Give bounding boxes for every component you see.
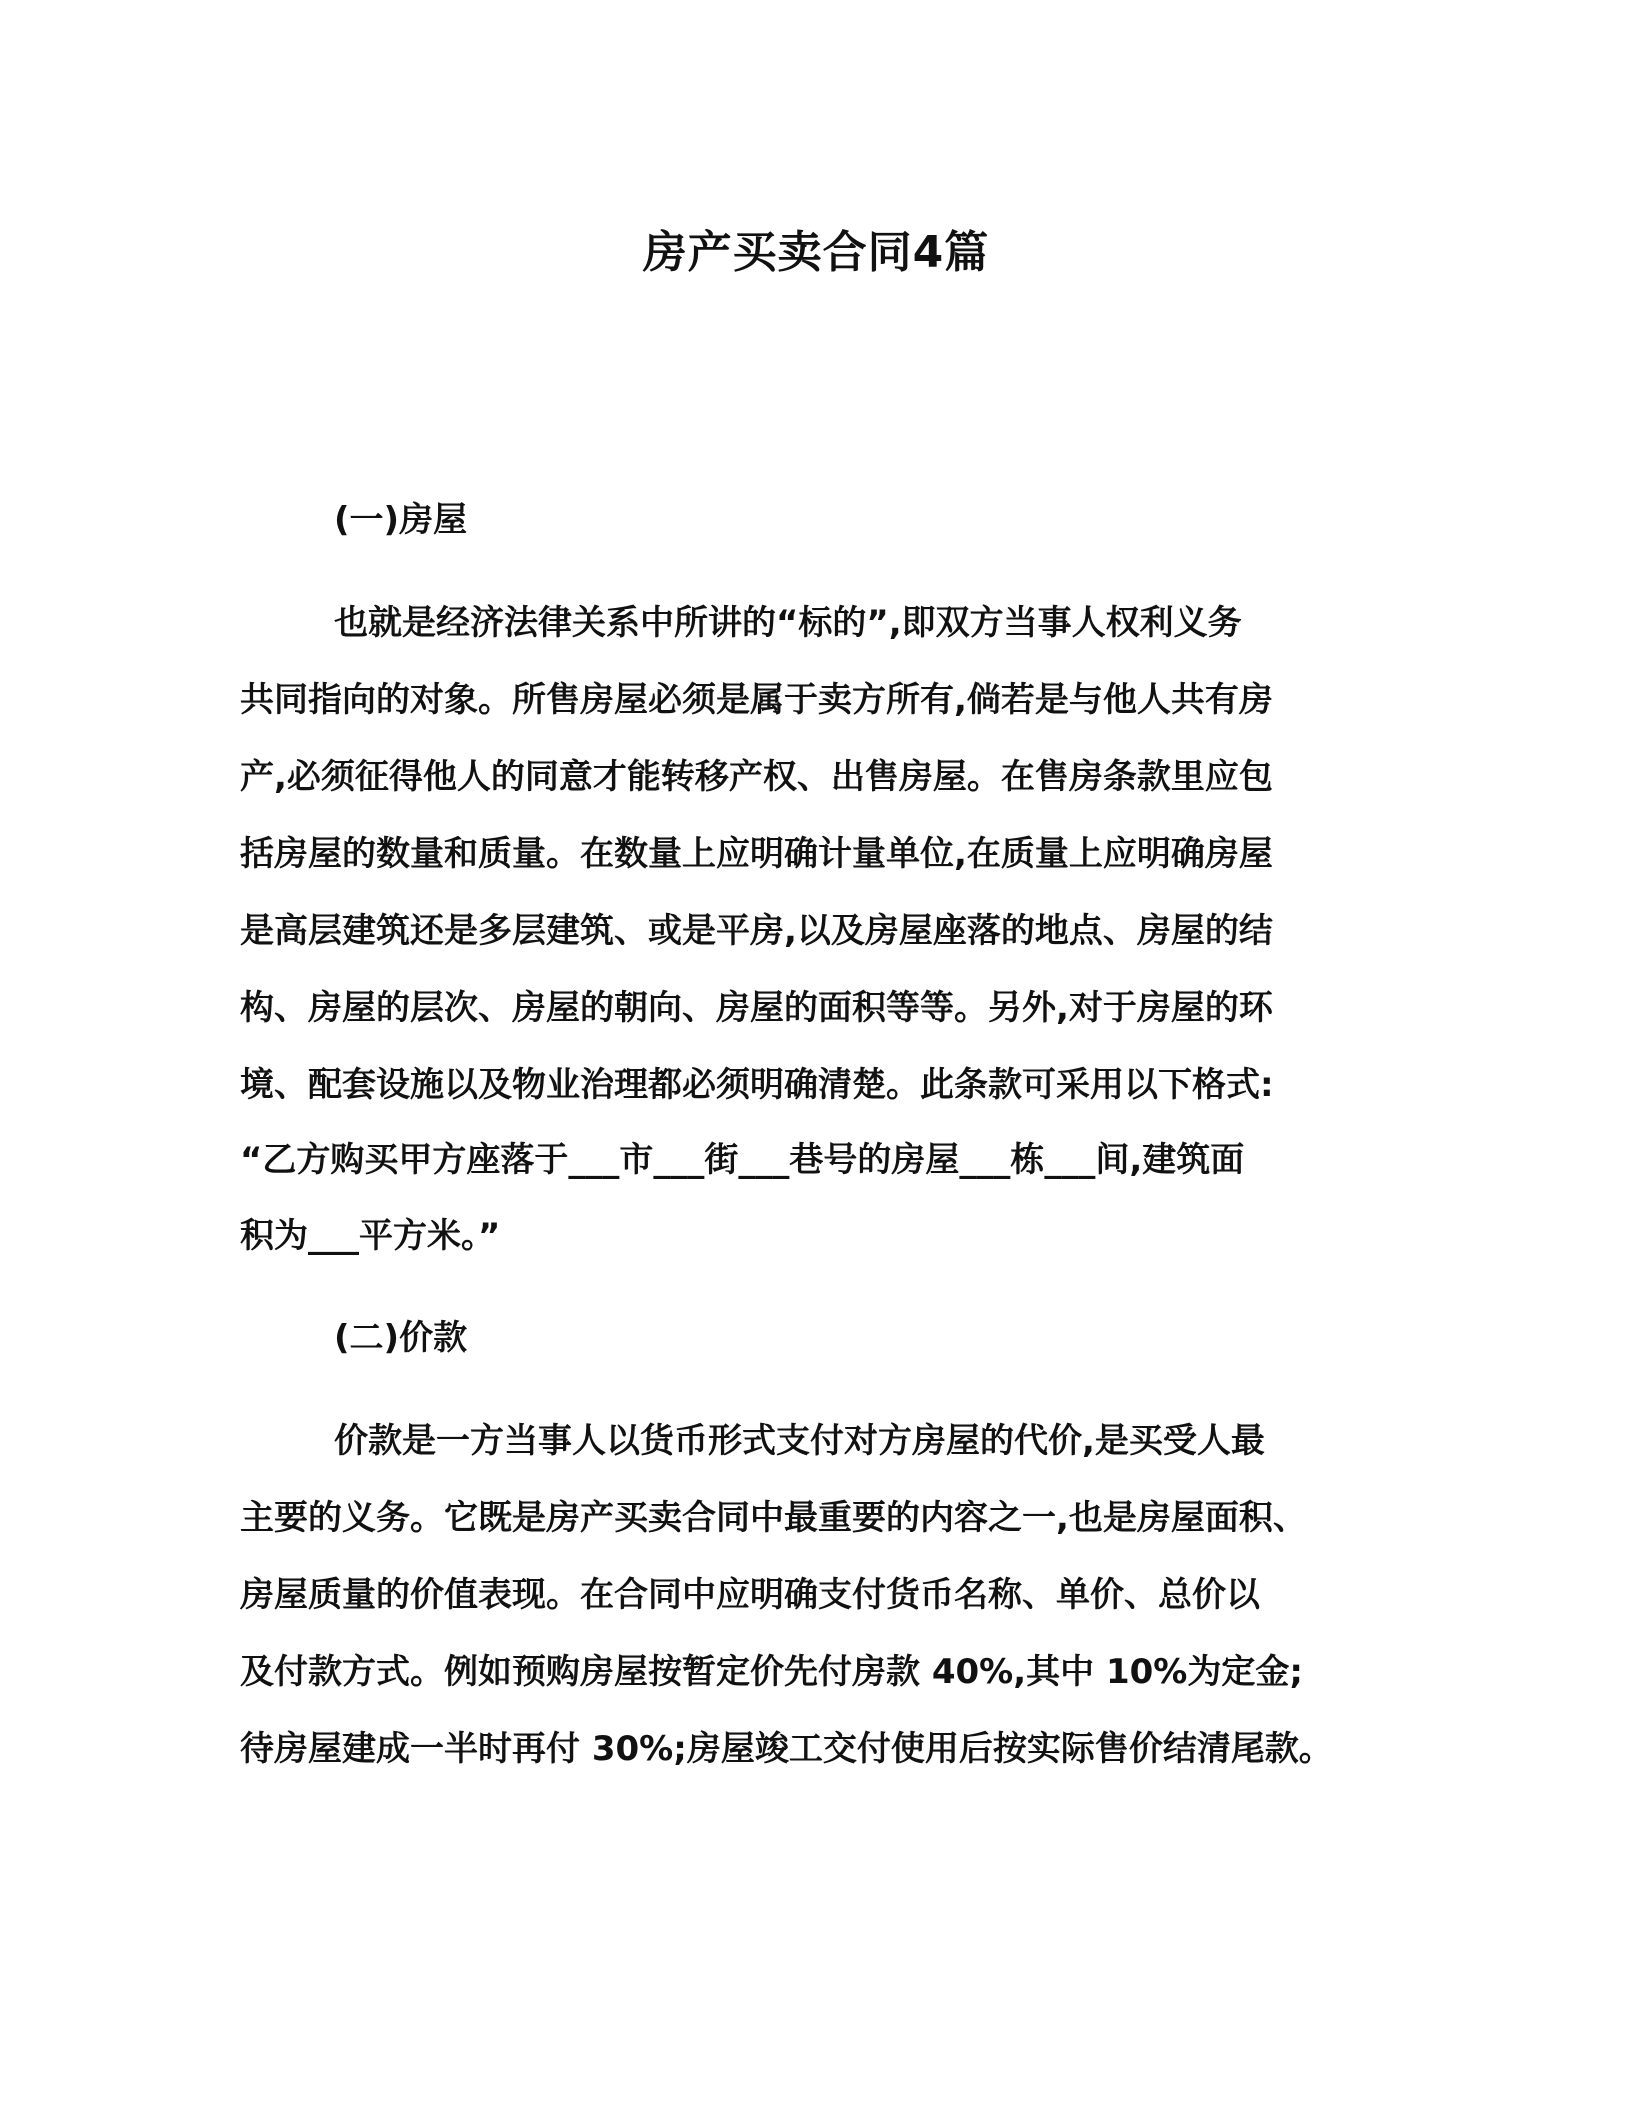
paragraph-line: 主要的义务。它既是房产买卖合同中最重要的内容之一,也是房屋面积、 xyxy=(240,1498,1307,1538)
paragraph-line: “乙方购买甲方座落于___市___街___巷号的房屋___栋___间,建筑面 xyxy=(240,1140,1245,1180)
paragraph-line: 括房屋的数量和质量。在数量上应明确计量单位,在质量上应明确房屋 xyxy=(240,834,1273,874)
paragraph-line: 产,必须征得他人的同意才能转移产权、出售房屋。在售房条款里应包 xyxy=(240,757,1273,797)
document-title: 房产买卖合同4篇 xyxy=(642,227,990,278)
paragraph-line: 价款是一方当事人以货币形式支付对方房屋的代价,是买受人最 xyxy=(334,1421,1265,1461)
paragraph-line: 待房屋建成一半时再付 30%;房屋竣工交付使用后按实际售价结清尾款。 xyxy=(240,1729,1333,1769)
paragraph-line: 也就是经济法律关系中所讲的“标的”,即双方当事人权利义务 xyxy=(334,603,1242,643)
paragraph-line: 境、配套设施以及物业治理都必须明确清楚。此条款可采用以下格式: xyxy=(240,1065,1274,1105)
paragraph-line: 是高层建筑还是多层建筑、或是平房,以及房屋座落的地点、房屋的结 xyxy=(240,911,1273,951)
paragraph-line: 积为___平方米。” xyxy=(240,1216,501,1256)
paragraph-line: 房屋质量的价值表现。在合同中应明确支付货币名称、单价、总价以 xyxy=(240,1575,1260,1615)
section-heading-house: (一)房屋 xyxy=(334,500,468,540)
paragraph-line: 及付款方式。例如预购房屋按暂定价先付房款 40%,其中 10%为定金; xyxy=(240,1652,1303,1692)
section-heading-price: (二)价款 xyxy=(334,1318,468,1358)
paragraph-line: 构、房屋的层次、房屋的朝向、房屋的面积等等。另外,对于房屋的环 xyxy=(240,988,1273,1028)
paragraph-line: 共同指向的对象。所售房屋必须是属于卖方所有,倘若是与他人共有房 xyxy=(240,680,1273,720)
